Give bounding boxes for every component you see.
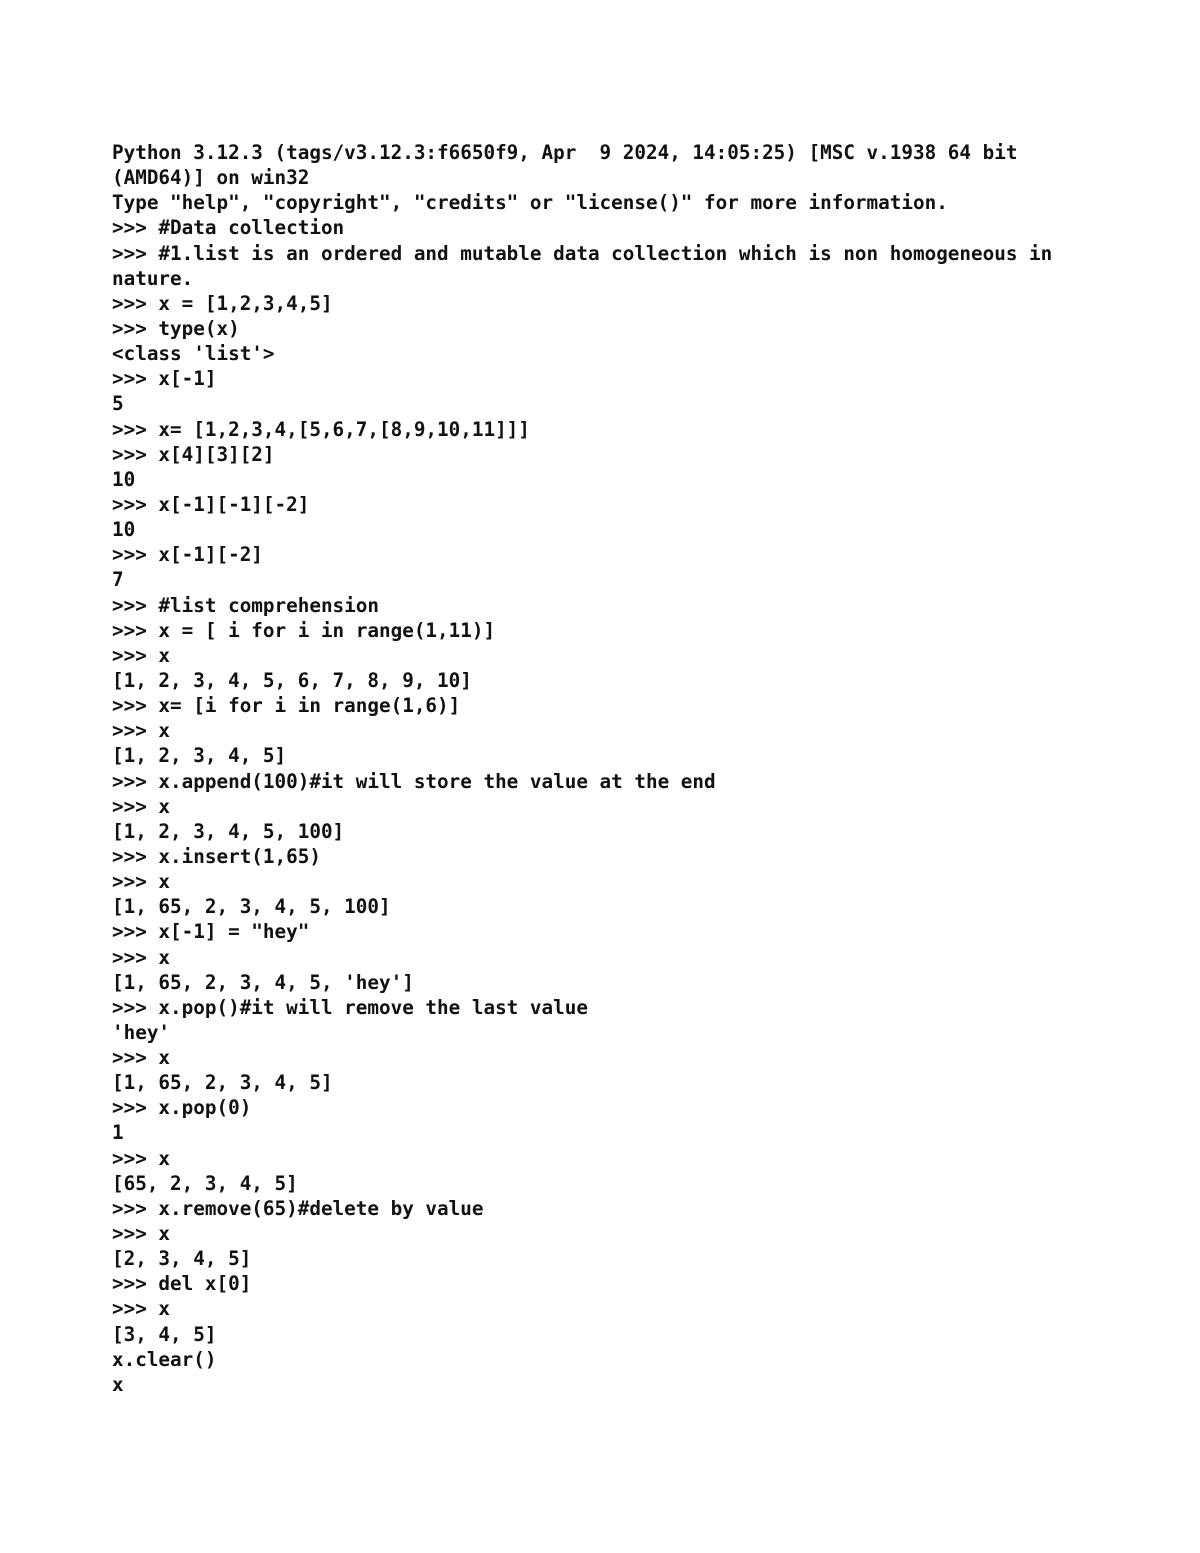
transcript-line: >>> x bbox=[112, 643, 171, 667]
transcript-line: [2, 3, 4, 5] bbox=[112, 1247, 252, 1271]
transcript-line: Type "help", "copyright", "credits" or "license()" for more information. bbox=[112, 191, 948, 215]
transcript-line: 5 bbox=[112, 392, 124, 416]
transcript-line: >>> x[-1][-1][-2] bbox=[112, 492, 310, 516]
transcript-line: >>> x bbox=[112, 1297, 171, 1321]
transcript-line: >>> x.remove(65)#delete by value bbox=[112, 1196, 484, 1220]
transcript-line: <class 'list'> bbox=[112, 342, 275, 366]
transcript-line: [1, 2, 3, 4, 5, 6, 7, 8, 9, 10] bbox=[112, 668, 472, 692]
transcript-line: Python 3.12.3 (tags/v3.12.3:f6650f9, Apr 9 2024, 14:05:25) [MSC v.1938 64 bit bbox=[112, 141, 1018, 164]
python-shell-transcript bbox=[112, 140, 1082, 1397]
transcript-line: [1, 65, 2, 3, 4, 5, 'hey'] bbox=[112, 970, 414, 994]
transcript-line: >>> x = [ i for i in range(1,11)] bbox=[112, 618, 496, 642]
transcript-line: >>> #list comprehension bbox=[112, 593, 379, 617]
transcript-line: >>> del x[0] bbox=[112, 1272, 252, 1296]
transcript-line: >>> x bbox=[112, 719, 171, 743]
transcript-line: >>> x bbox=[112, 1046, 171, 1070]
transcript-line: >>> x bbox=[112, 870, 171, 894]
transcript-line: >>> x bbox=[112, 794, 171, 818]
transcript-line: >>> type(x) bbox=[112, 316, 240, 340]
transcript-line: >>> x[-1] bbox=[112, 367, 217, 391]
transcript-line: >>> #1.list is an ordered and mutable data collection which is non homogeneous in bbox=[112, 241, 1053, 265]
transcript-line: >>> x = [1,2,3,4,5] bbox=[112, 291, 333, 315]
transcript-line: >>> x[4][3][2] bbox=[112, 442, 275, 466]
transcript-line: >>> x[-1][-2] bbox=[112, 543, 263, 567]
transcript-line: x.clear() bbox=[112, 1347, 217, 1371]
transcript-line: 10 bbox=[112, 518, 136, 542]
transcript-line: nature. bbox=[112, 266, 194, 290]
transcript-line: (AMD64)] on win32 bbox=[112, 166, 310, 190]
transcript-line: >>> x[-1] = "hey" bbox=[112, 920, 310, 944]
transcript-line: >>> x bbox=[112, 1222, 171, 1246]
transcript-line: >>> #Data collection bbox=[112, 216, 345, 240]
transcript-line: 'hey' bbox=[112, 1020, 171, 1044]
transcript-line: [1, 65, 2, 3, 4, 5] bbox=[112, 1071, 333, 1095]
transcript-line: [1, 2, 3, 4, 5] bbox=[112, 744, 287, 768]
transcript-line: [1, 65, 2, 3, 4, 5, 100] bbox=[112, 895, 391, 919]
transcript-line: 7 bbox=[112, 568, 124, 592]
transcript-line: 10 bbox=[112, 467, 136, 491]
transcript-line: >>> x bbox=[112, 945, 171, 969]
transcript-line: [1, 2, 3, 4, 5, 100] bbox=[112, 819, 345, 843]
transcript-line: 1 bbox=[112, 1121, 124, 1145]
transcript-line: >>> x.pop(0) bbox=[112, 1096, 252, 1120]
transcript-line: [65, 2, 3, 4, 5] bbox=[112, 1171, 298, 1195]
transcript-line: x bbox=[112, 1372, 124, 1396]
transcript-line: >>> x= [i for i in range(1,6)] bbox=[112, 694, 461, 718]
transcript-line: >>> x= [1,2,3,4,[5,6,7,[8,9,10,11]]] bbox=[112, 417, 530, 441]
transcript-line: >>> x bbox=[112, 1146, 171, 1170]
transcript-line: >>> x.insert(1,65) bbox=[112, 844, 321, 868]
transcript-line: >>> x.pop()#it will remove the last value bbox=[112, 995, 588, 1019]
transcript-line: [3, 4, 5] bbox=[112, 1322, 217, 1346]
transcript-line: >>> x.append(100)#it will store the value at the end bbox=[112, 769, 716, 793]
